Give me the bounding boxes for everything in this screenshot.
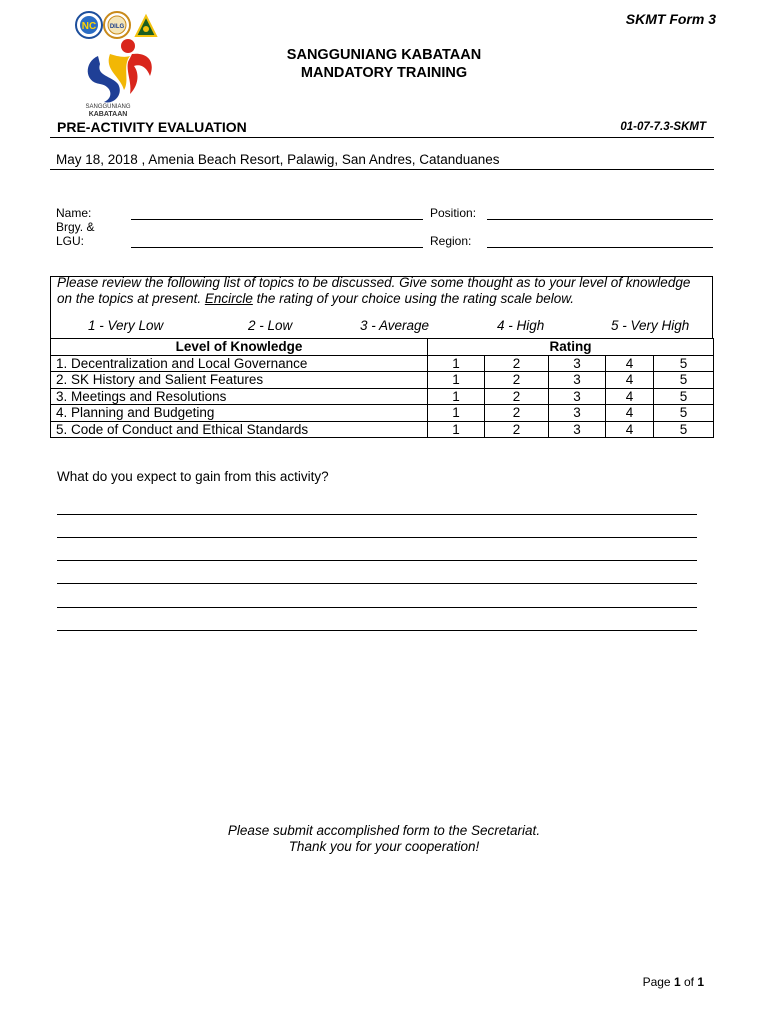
name-field-line[interactable]	[131, 219, 423, 220]
table-row	[51, 388, 714, 405]
instructions-emphasis: Encircle	[204, 290, 253, 306]
dilg-seal-icon	[104, 12, 130, 38]
brgy-label: Brgy. &	[56, 220, 95, 234]
form-number: SKMT Form 3	[625, 11, 716, 27]
rating-option[interactable]: 2	[485, 405, 549, 422]
triangle-emblem-icon	[136, 16, 156, 36]
rating-option[interactable]: 1	[428, 421, 485, 438]
rating-option[interactable]: 4	[606, 372, 654, 389]
table-row	[51, 421, 714, 438]
rating-option[interactable]: 2	[485, 355, 549, 372]
answer-line-1[interactable]	[57, 514, 697, 515]
page-number	[643, 975, 704, 989]
title-divider	[50, 137, 714, 138]
venue-text: May 18, 2018 , Amenia Beach Resort, Palawig, San Andres, Catanduanes	[56, 152, 500, 167]
answer-line-4[interactable]	[57, 583, 697, 584]
scale-4: 4 - High	[497, 318, 545, 333]
topic-cell: 5. Code of Conduct and Ethical Standards	[51, 421, 428, 438]
header-level-of-knowledge: Level of Knowledge	[51, 339, 428, 356]
rating-option[interactable]: 2	[485, 388, 549, 405]
rating-option[interactable]: 3	[549, 355, 606, 372]
instructions-text	[57, 275, 707, 306]
region-field-line[interactable]	[487, 247, 713, 248]
rating-option[interactable]: 4	[606, 388, 654, 405]
title-line-2: MANDATORY TRAINING	[300, 65, 468, 81]
nyc-seal-text: NC	[81, 21, 97, 32]
topic-cell: 3. Meetings and Resolutions	[51, 388, 428, 405]
page-current: 1	[673, 975, 681, 989]
brgy-lgu-field-line[interactable]	[131, 247, 423, 248]
rating-option[interactable]: 5	[654, 388, 714, 405]
form-code: 01-07-7.3-SKMT	[620, 121, 706, 133]
scale-1: 1 - Very Low	[88, 318, 164, 333]
lgu-label: LGU:	[56, 234, 85, 248]
answer-line-3[interactable]	[57, 560, 697, 561]
rating-option[interactable]: 4	[606, 405, 654, 422]
footer-thanks-note: Thank you for your cooperation!	[288, 839, 480, 854]
dilg-seal-text: DILG	[109, 24, 125, 30]
title-line-1: SANGGUNIANG KABATAAN	[286, 47, 482, 63]
topic-cell: 2. SK History and Salient Features	[51, 372, 428, 389]
header-rating: Rating	[428, 339, 714, 356]
scale-3: 3 - Average	[360, 318, 430, 333]
rating-option[interactable]: 5	[654, 355, 714, 372]
nyc-seal-icon	[76, 12, 102, 38]
rating-option[interactable]: 3	[549, 421, 606, 438]
table-row	[51, 405, 714, 422]
rating-option[interactable]: 1	[428, 405, 485, 422]
rating-option[interactable]: 1	[428, 388, 485, 405]
rating-option[interactable]: 4	[606, 355, 654, 372]
page-middle: of	[680, 975, 698, 989]
region-label: Region:	[430, 234, 472, 248]
rating-option[interactable]: 2	[485, 421, 549, 438]
rating-option[interactable]: 3	[549, 372, 606, 389]
answer-line-5[interactable]	[57, 607, 697, 608]
rating-option[interactable]: 4	[606, 421, 654, 438]
sk-logo-group	[74, 10, 164, 118]
sk-logo-text-1: SANGGUNIANG	[85, 104, 131, 110]
answer-line-2[interactable]	[57, 537, 697, 538]
table-row	[51, 372, 714, 389]
table-header-row	[51, 339, 714, 356]
table-row	[51, 355, 714, 372]
rating-option[interactable]: 5	[654, 405, 714, 422]
rating-table	[50, 338, 714, 438]
position-field-line[interactable]	[487, 219, 713, 220]
answer-line-6[interactable]	[57, 630, 697, 631]
rating-option[interactable]: 5	[654, 372, 714, 389]
rating-option[interactable]: 2	[485, 372, 549, 389]
footer-submit-note: Please submit accomplished form to the Secretariat.	[227, 823, 541, 838]
rating-option[interactable]: 1	[428, 355, 485, 372]
expectation-question: What do you expect to gain from this activity?	[57, 469, 329, 484]
rating-option[interactable]: 5	[654, 421, 714, 438]
instructions-part-2: the rating of your choice using the rating scale below.	[252, 290, 575, 306]
topic-cell: 4. Planning and Budgeting	[51, 405, 428, 422]
form-title: PRE-ACTIVITY EVALUATION	[57, 119, 247, 135]
rating-option[interactable]: 1	[428, 372, 485, 389]
venue-divider	[50, 169, 714, 170]
rating-option[interactable]: 3	[549, 388, 606, 405]
page-prefix: Page	[642, 975, 674, 989]
rating-option[interactable]: 3	[549, 405, 606, 422]
instructions-part-1: Please review the following list of topics to be discussed. Give some thought as to your level of knowledge on the topics at present.	[57, 275, 691, 306]
page-total: 1	[697, 975, 704, 989]
scale-5: 5 - Very High	[611, 318, 690, 333]
name-label: Name:	[56, 206, 92, 220]
scale-2: 2 - Low	[248, 318, 293, 333]
sk-logo-text-2: KABATAAN	[88, 111, 128, 118]
topic-cell: 1. Decentralization and Local Governance	[51, 355, 428, 372]
position-label: Position:	[430, 206, 477, 220]
